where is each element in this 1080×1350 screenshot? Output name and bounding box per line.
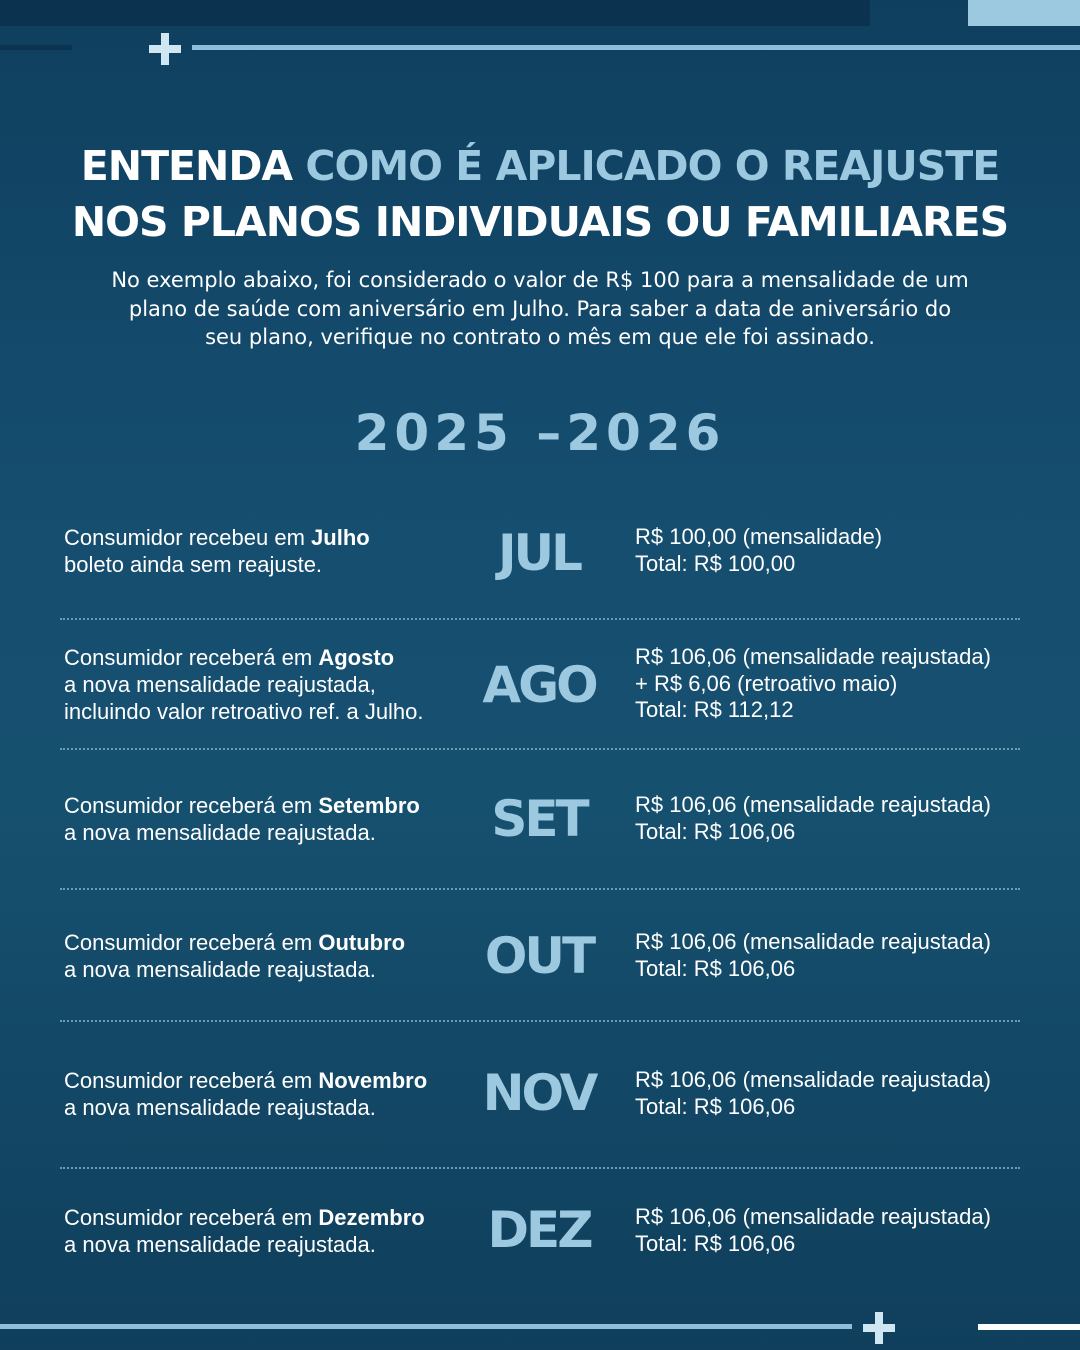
row-values bbox=[635, 1067, 1055, 1120]
top-divider-line bbox=[192, 45, 1080, 50]
month-label: SET bbox=[491, 790, 587, 848]
description-month: Novembro bbox=[318, 1068, 428, 1093]
intro-line: plano de saúde com aniversário em Julho. Para saber a data de aniversário do bbox=[128, 296, 952, 321]
row-separator bbox=[60, 748, 1020, 750]
month-label: DEZ bbox=[487, 1201, 591, 1259]
page-title bbox=[0, 138, 1080, 250]
description-line bbox=[64, 1067, 474, 1094]
title-accent-text: COMO É APLICADO O REAJUSTE bbox=[305, 142, 1000, 190]
row-separator bbox=[60, 1020, 1020, 1022]
row-description bbox=[64, 1204, 474, 1258]
row-values bbox=[635, 644, 1055, 724]
month-label: JUL bbox=[497, 524, 581, 582]
month-label: NOV bbox=[482, 1064, 596, 1122]
bottom-divider-line bbox=[0, 1324, 852, 1329]
intro-line: seu plano, verifique no contrato o mês em que ele foi assinado. bbox=[205, 325, 875, 349]
description-prefix: Consumidor receberá em bbox=[64, 1068, 313, 1093]
row-values bbox=[635, 1204, 1055, 1257]
row-separator bbox=[60, 888, 1020, 890]
description-month: Agosto bbox=[318, 645, 395, 670]
bottom-right-divider-line bbox=[978, 1324, 1080, 1330]
row-description bbox=[64, 792, 474, 846]
month-label: AGO bbox=[482, 656, 596, 714]
row-description bbox=[64, 1067, 474, 1121]
row-separator bbox=[60, 618, 1020, 620]
value-line: R$ 106,06 (mensalidade reajustada) bbox=[635, 929, 991, 954]
row-separator bbox=[60, 1167, 1020, 1169]
description-prefix: Consumidor receberá em bbox=[64, 1205, 313, 1230]
description-prefix: Consumidor receberá em bbox=[64, 930, 313, 955]
month-label: OUT bbox=[484, 927, 594, 985]
description-line bbox=[64, 644, 474, 671]
description-month: Outubro bbox=[318, 930, 406, 955]
value-line: Total: R$ 100,00 bbox=[635, 550, 796, 576]
title-highlight: ENTENDA bbox=[80, 142, 293, 190]
row-values bbox=[635, 792, 1055, 845]
row-description bbox=[64, 644, 474, 725]
row-description bbox=[64, 929, 474, 983]
description-line bbox=[64, 792, 474, 819]
plus-icon bbox=[149, 33, 181, 65]
description-line bbox=[64, 1204, 474, 1231]
description-line: a nova mensalidade reajustada. bbox=[64, 957, 376, 982]
value-line: Total: R$ 106,06 bbox=[635, 1230, 796, 1256]
value-line: Total: R$ 106,06 bbox=[635, 818, 796, 844]
intro-line: No exemplo abaixo, foi considerado o valor de R$ 100 para a mensalidade de um bbox=[111, 268, 969, 292]
description-month: Dezembro bbox=[318, 1205, 425, 1230]
description-line: a nova mensalidade reajustada. bbox=[64, 820, 376, 845]
description-line: a nova mensalidade reajustada, bbox=[64, 672, 376, 697]
description-line: boleto ainda sem reajuste. bbox=[64, 552, 323, 577]
value-line: R$ 106,06 (mensalidade reajustada) bbox=[635, 644, 991, 669]
description-line: a nova mensalidade reajustada. bbox=[64, 1232, 376, 1257]
description-month: Julho bbox=[311, 525, 370, 550]
description-line: incluindo valor retroativo ref. a Julho. bbox=[64, 699, 424, 724]
period-heading: 2025 –2026 bbox=[354, 404, 726, 462]
row-values bbox=[635, 524, 1055, 577]
description-month: Setembro bbox=[318, 793, 420, 818]
top-accent-block bbox=[968, 0, 1080, 26]
value-line: R$ 106,06 (mensalidade reajustada) bbox=[635, 1067, 991, 1092]
value-line: R$ 100,00 (mensalidade) bbox=[635, 524, 883, 549]
description-prefix: Consumidor receberá em bbox=[64, 793, 313, 818]
top-left-divider-line bbox=[0, 45, 72, 50]
title-line-2: NOS PLANOS INDIVIDUAIS OU FAMILIARES bbox=[71, 198, 1009, 246]
description-line: a nova mensalidade reajustada. bbox=[64, 1095, 376, 1120]
value-line: R$ 106,06 (mensalidade reajustada) bbox=[635, 1204, 991, 1229]
value-line: Total: R$ 106,06 bbox=[635, 955, 796, 981]
row-values bbox=[635, 929, 1055, 982]
value-line: R$ 106,06 (mensalidade reajustada) bbox=[635, 792, 991, 817]
description-prefix: Consumidor receberá em bbox=[64, 645, 313, 670]
intro-paragraph bbox=[70, 266, 1010, 352]
description-prefix: Consumidor recebeu em bbox=[64, 525, 305, 550]
value-line: Total: R$ 106,06 bbox=[635, 1093, 796, 1119]
value-line: Total: R$ 112,12 bbox=[635, 697, 794, 722]
description-line bbox=[64, 524, 474, 551]
value-line: + R$ 6,06 (retroativo maio) bbox=[635, 670, 898, 696]
plus-icon bbox=[863, 1312, 895, 1344]
row-description bbox=[64, 524, 474, 578]
top-bar-dark bbox=[0, 0, 870, 26]
description-line bbox=[64, 929, 474, 956]
